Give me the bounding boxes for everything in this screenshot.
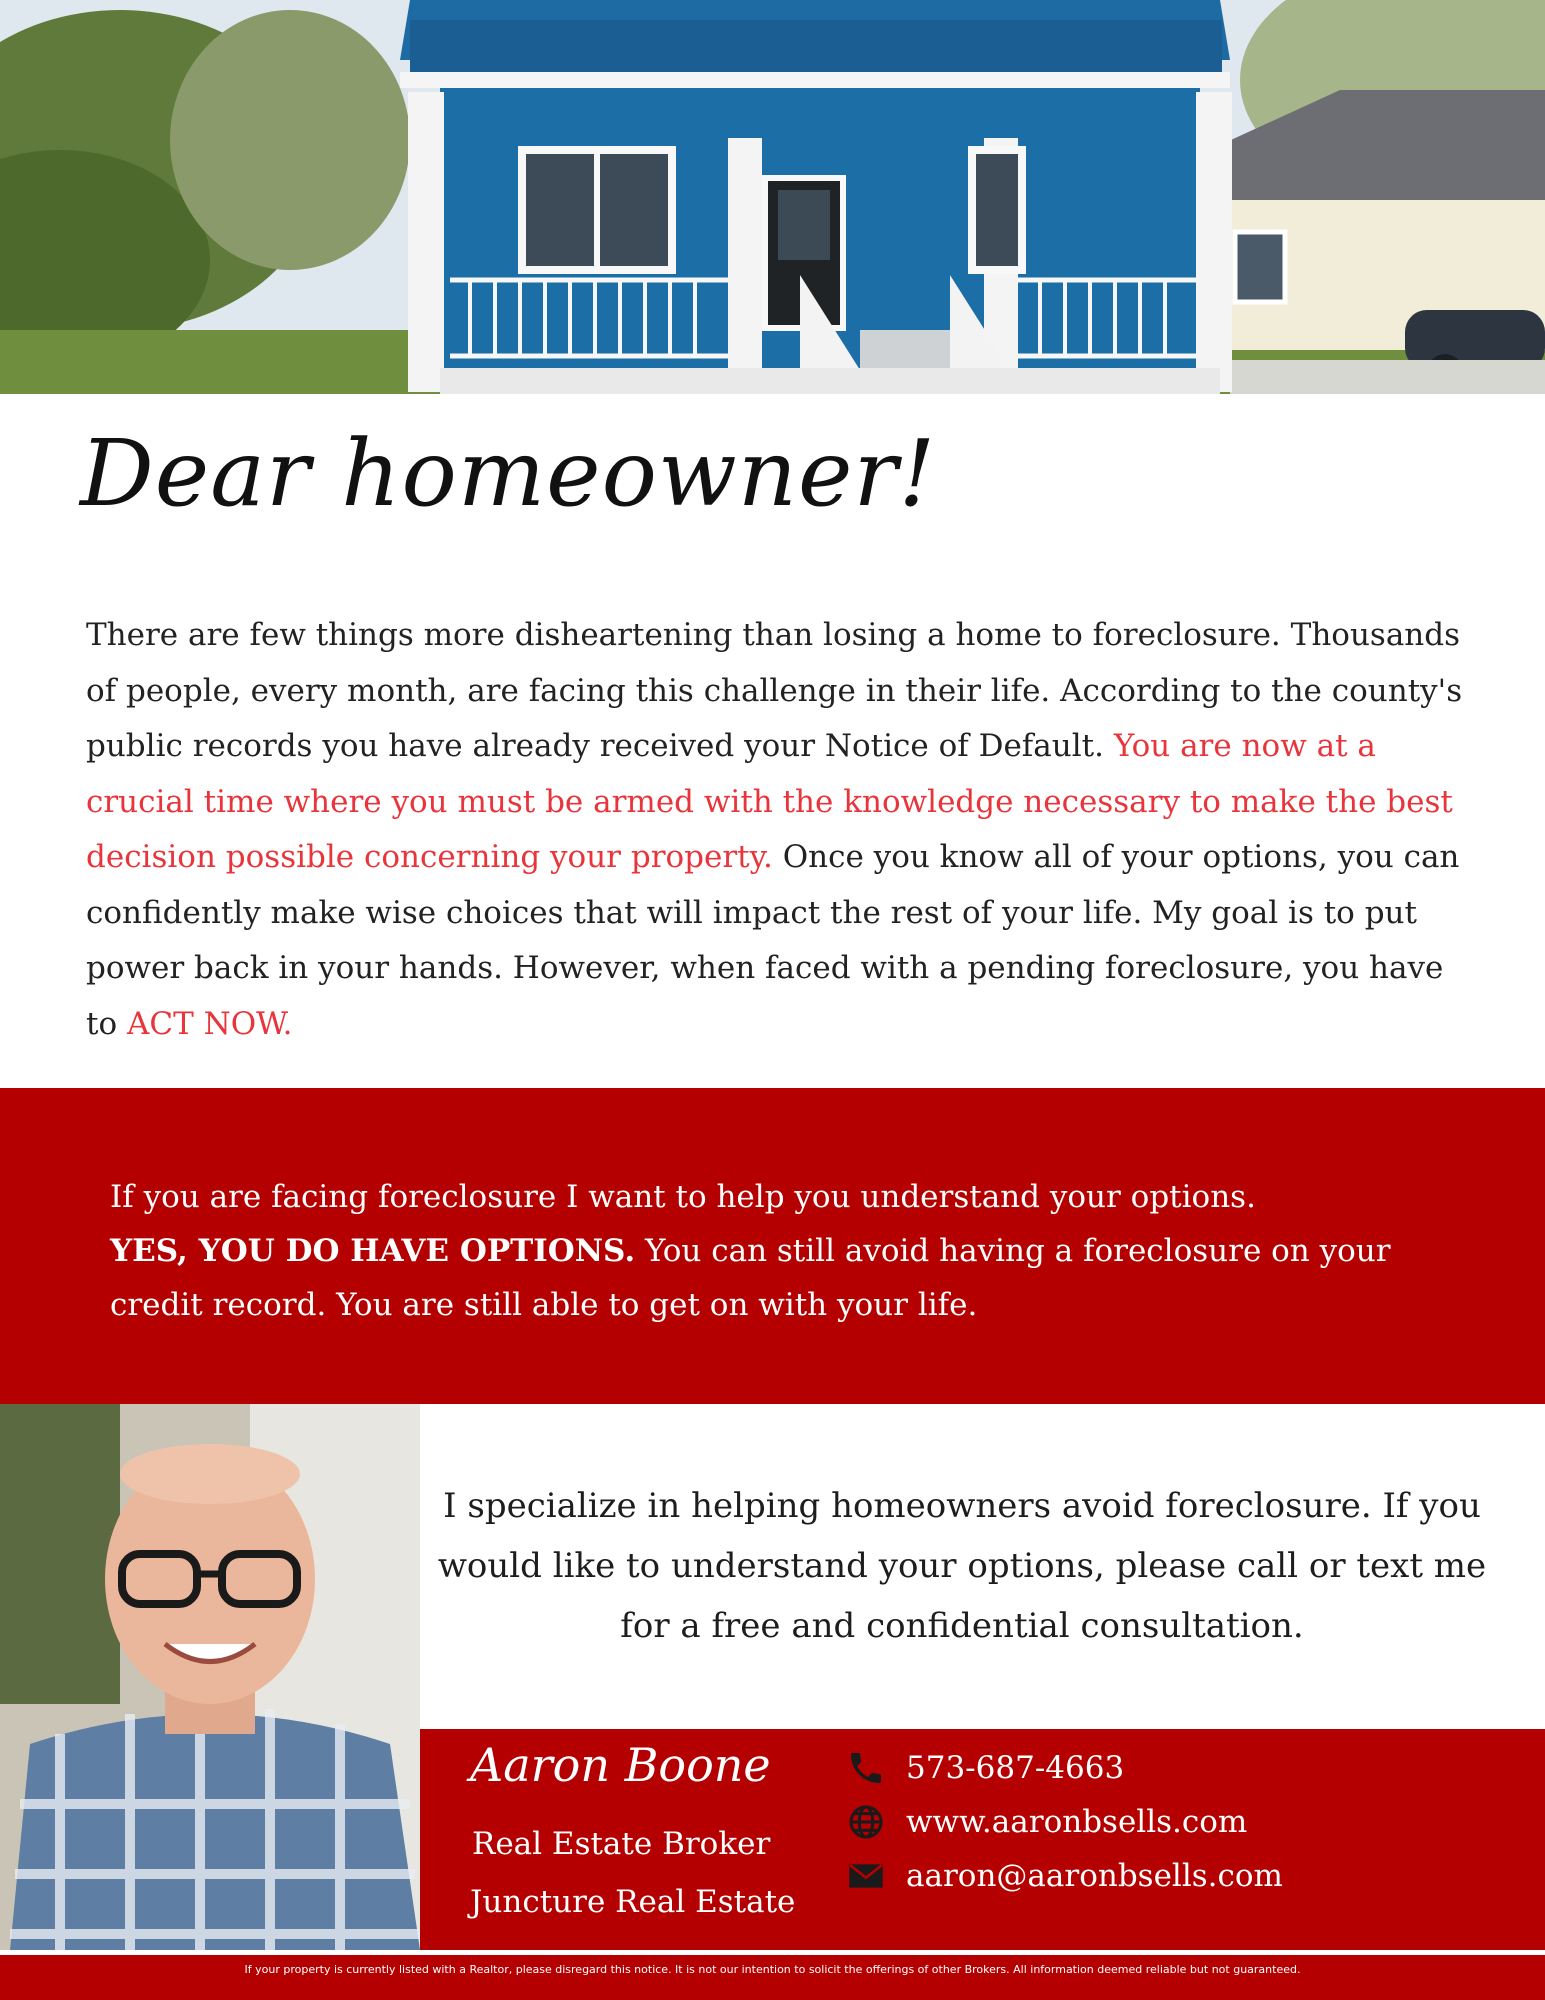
contact-phone-row[interactable]	[846, 1746, 1124, 1790]
agent-company: Juncture Real Estate	[470, 1884, 796, 1920]
disclaimer-text: If your property is currently listed with a Realtor, please disregard this notice. It is not our intention to solicit the offerings of other Brokers. All information deemed reliable but not guaranteed.	[0, 1955, 1545, 2000]
options-rest: You can still avoid having a foreclosure on your credit record. You are still able to get on with your life.	[110, 1233, 1391, 1323]
intro-text-1: There are few things more disheartening than losing a home to foreclosure. Thousands of people, every month, are facing this challenge in their life. According to the county's public records you have already received your Notice of Default.	[86, 617, 1463, 764]
contact-email-row[interactable]	[846, 1854, 1283, 1898]
email-link[interactable]: aaron@aaronbsells.com	[906, 1858, 1283, 1894]
website-link[interactable]: www.aaronbsells.com	[906, 1804, 1248, 1840]
globe-icon	[846, 1802, 886, 1842]
contact-website-row[interactable]	[846, 1800, 1247, 1844]
options-emphasis: YES, YOU DO HAVE OPTIONS.	[110, 1233, 636, 1269]
agent-role: Real Estate Broker	[472, 1826, 771, 1862]
intro-highlight-act-now: ACT NOW.	[126, 1005, 293, 1042]
hero-house-photo	[0, 0, 1545, 394]
agent-photo	[0, 1404, 420, 1950]
options-text	[110, 1170, 1470, 1332]
agent-signature: Aaron Boone	[470, 1738, 771, 1792]
intro-highlight-1: You are now at a crucial time where you must be armed with the knowledge necessary to make the best decision possible concerning your property.	[86, 728, 1453, 875]
phone-icon	[846, 1748, 886, 1788]
mail-icon	[846, 1856, 886, 1896]
intro-paragraph	[86, 608, 1466, 1052]
intro-text-2: Once you know all of your options, you can confidently make wise choices that will impact the rest of your life. My goal is to put power back in your hands. However, when faced with a pending foreclosure, you have to	[86, 839, 1460, 1042]
greeting-heading: Dear homeowner!	[80, 420, 937, 527]
consultation-text: I specialize in helping homeowners avoid foreclosure. If you would like to understand your options, please call or text me for a free and confidential consultation.	[437, 1486, 1487, 1646]
phone-link[interactable]: 573-687-4663	[906, 1750, 1125, 1786]
options-line-1: If you are facing foreclosure I want to help you understand your options.	[110, 1179, 1256, 1215]
